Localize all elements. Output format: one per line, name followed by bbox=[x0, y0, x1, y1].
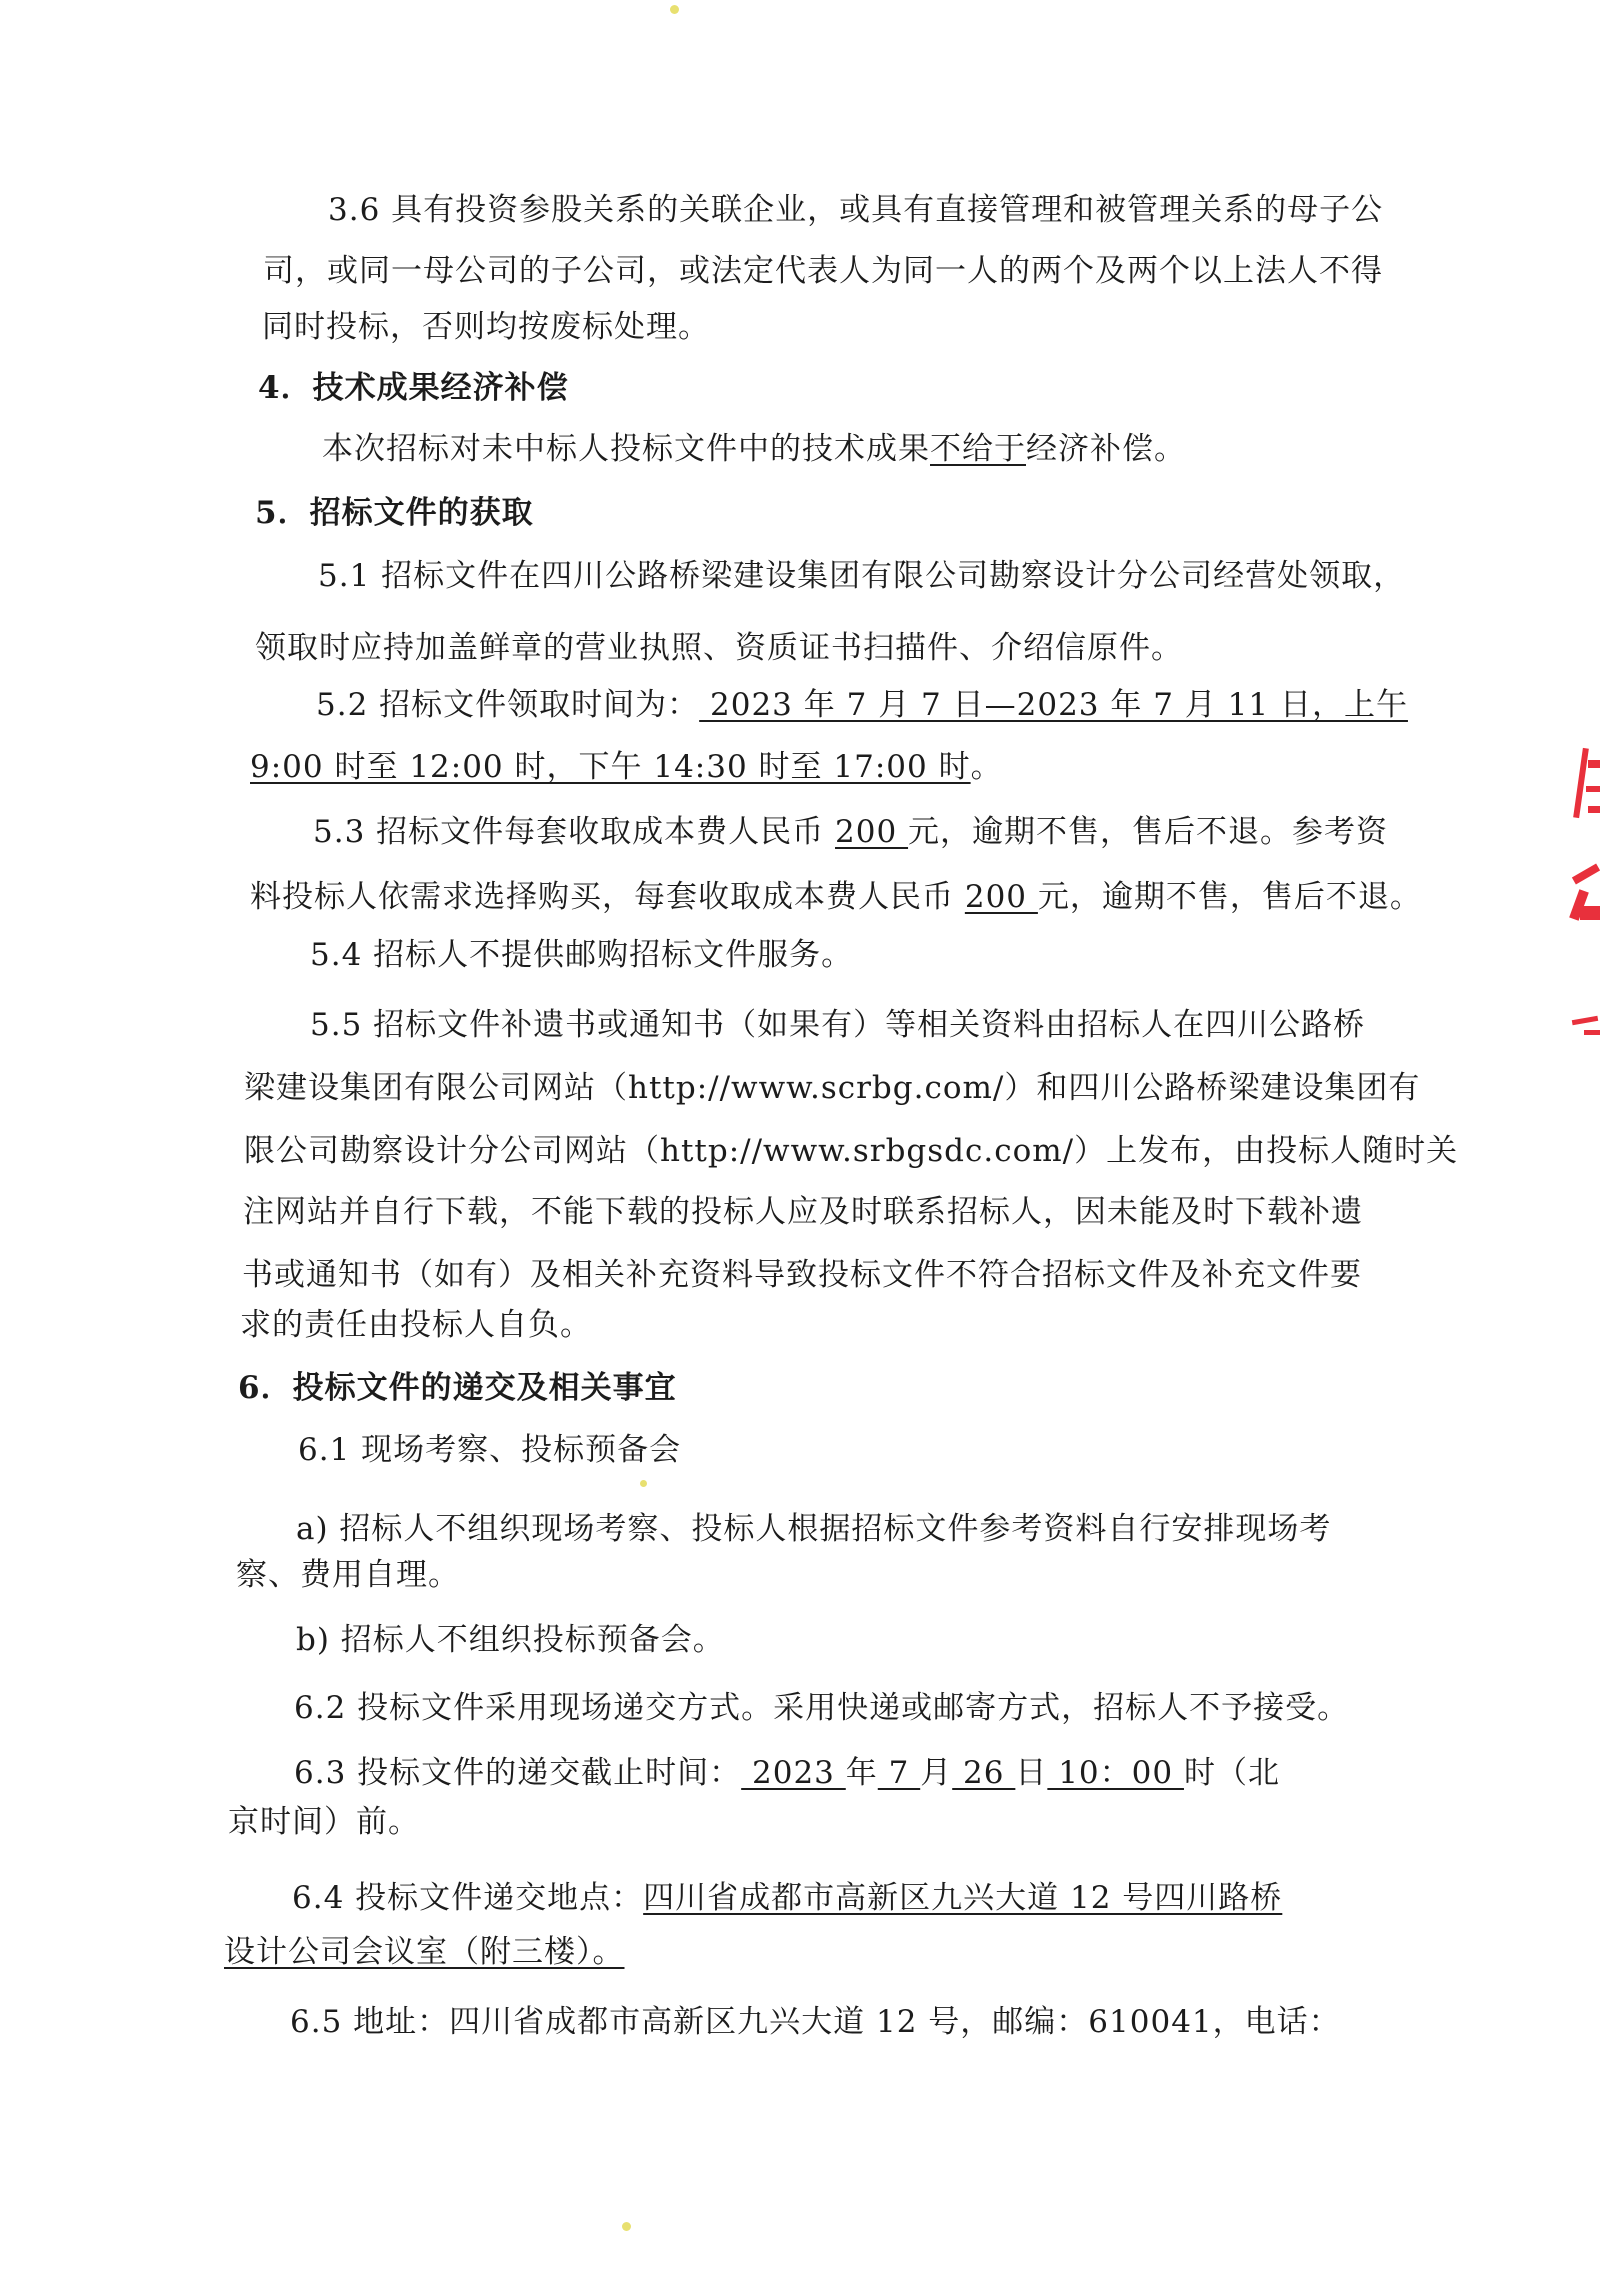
para-5-1-line-1 bbox=[318, 556, 1405, 596]
para-3-6-line-1 bbox=[328, 190, 1383, 230]
para-6-1-a-line-1 bbox=[296, 1509, 1331, 1549]
underlined-fill-in: 2023 年 7 月 7 日—2023 年 7 月 11 日，上午 bbox=[699, 687, 1408, 723]
text-run: 5.3 招标文件每套收取成本费人民币 bbox=[313, 814, 836, 850]
para-5-5-line-6 bbox=[240, 1305, 592, 1345]
para-5-5-line-3 bbox=[244, 1131, 1458, 1171]
para-6-3-line-1 bbox=[294, 1753, 1280, 1793]
text-run: 元，逾期不售，售后不退。参考资 bbox=[908, 814, 1389, 850]
text-run: 限公司勘察设计分公司网站（http://www.srbgsdc.com/）上发布，由投标人随时关 bbox=[244, 1133, 1459, 1169]
para-6-1-b-line-1 bbox=[296, 1620, 725, 1660]
text-run: 5．招标文件的获取 bbox=[255, 495, 534, 531]
heading-section-4 bbox=[258, 368, 569, 408]
text-run: 司，或同一母公司的子公司，或法定代表人为同一人的两个及两个以上法人不得 bbox=[263, 253, 1383, 289]
text-run: 5.2 招标文件领取时间为： bbox=[316, 687, 700, 723]
text-run: 元，逾期不售，售后不退。 bbox=[1037, 879, 1422, 915]
text-run: 京时间）前。 bbox=[228, 1804, 420, 1840]
text-run: 本次招标对未中标人投标文件中的技术成果 bbox=[322, 431, 930, 467]
text-run: 注网站并自行下载，不能下载的投标人应及时联系招标人，因未能及时下载补遗 bbox=[243, 1194, 1363, 1230]
text-run: 书或通知书（如有）及相关补充资料导致投标文件不符合招标文件及补充文件要 bbox=[242, 1257, 1362, 1293]
para-5-1-line-2 bbox=[255, 628, 1183, 668]
text-run: 月 bbox=[920, 1755, 953, 1791]
para-5-2-line-1 bbox=[316, 685, 1408, 725]
para-3-6-line-2 bbox=[263, 251, 1383, 291]
para-5-5-line-1 bbox=[310, 1005, 1365, 1045]
text-run: a) 招标人不组织现场考察、投标人根据招标文件参考资料自行安排现场考 bbox=[296, 1511, 1332, 1547]
scan-speck-top bbox=[670, 5, 679, 14]
text-run: 6.1 现场考察、投标预备会 bbox=[298, 1432, 682, 1468]
underlined-fill-in: 7 bbox=[877, 1755, 921, 1791]
para-3-6-line-3 bbox=[262, 307, 710, 347]
text-run: 6.5 地址：四川省成都市高新区九兴大道 12 号，邮编：610041，电话： bbox=[290, 2004, 1341, 2040]
underlined-fill-in: 26 bbox=[952, 1755, 1016, 1791]
text-run: 5.4 招标人不提供邮购招标文件服务。 bbox=[310, 937, 854, 973]
text-run: 6.4 投标文件递交地点： bbox=[292, 1880, 644, 1916]
underlined-fill-in: 不给于 bbox=[930, 431, 1026, 467]
para-5-2-line-2 bbox=[250, 747, 1003, 787]
underlined-fill-in: 设计公司会议室（附三楼）。 bbox=[224, 1934, 625, 1970]
para-5-4-line-1 bbox=[310, 935, 853, 975]
text-run: 同时投标，否则均按废标处理。 bbox=[262, 309, 710, 345]
para-6-2-line-1 bbox=[294, 1688, 1349, 1728]
text-run: 察、费用自理。 bbox=[236, 1557, 460, 1593]
text-run: 年 bbox=[845, 1755, 878, 1791]
text-run: 时（北 bbox=[1183, 1755, 1280, 1791]
para-6-4-line-1 bbox=[292, 1878, 1282, 1918]
para-4-line-1 bbox=[322, 429, 1186, 469]
underlined-fill-in: 200 bbox=[835, 814, 909, 850]
text-run: 。 bbox=[970, 749, 1003, 785]
text-run: 经济补偿。 bbox=[1026, 431, 1186, 467]
underlined-fill-in: 200 bbox=[964, 879, 1038, 915]
text-run: 日 bbox=[1015, 1755, 1048, 1791]
para-6-4-line-2 bbox=[224, 1932, 625, 1972]
text-run: 5.5 招标文件补遗书或通知书（如果有）等相关资料由招标人在四川公路桥 bbox=[310, 1007, 1366, 1043]
para-5-3-line-1 bbox=[313, 812, 1388, 852]
para-5-3-line-2 bbox=[250, 877, 1422, 917]
text-run: 6．投标文件的递交及相关事宜 bbox=[238, 1370, 677, 1406]
scan-speck-middle bbox=[640, 1480, 647, 1487]
text-run: 梁建设集团有限公司网站（http://www.scrbg.com/）和四川公路桥梁建设集团有 bbox=[244, 1070, 1421, 1106]
underlined-fill-in: 四川省成都市高新区九兴大道 12 号四川路桥 bbox=[643, 1880, 1283, 1916]
para-6-3-line-2 bbox=[228, 1802, 420, 1842]
underlined-fill-in: 2023 bbox=[741, 1755, 846, 1791]
para-5-5-line-4 bbox=[243, 1192, 1363, 1232]
text-run: 料投标人依需求选择购买，每套收取成本费人民币 bbox=[250, 879, 965, 915]
scan-speck-bottom bbox=[622, 2222, 631, 2231]
para-5-5-line-5 bbox=[242, 1255, 1362, 1295]
text-run: 3.6 具有投资参股关系的关联企业，或具有直接管理和被管理关系的母子公 bbox=[328, 192, 1384, 228]
text-run: 领取时应持加盖鲜章的营业执照、资质证书扫描件、介绍信原件。 bbox=[255, 630, 1183, 666]
heading-section-6 bbox=[238, 1368, 677, 1408]
para-6-5-line-1 bbox=[290, 2002, 1341, 2042]
underlined-fill-in: 9:00 时至 12:00 时，下午 14:30 时至 17:00 时 bbox=[250, 749, 971, 785]
para-6-1-a-line-2 bbox=[236, 1555, 460, 1595]
para-5-5-line-2 bbox=[244, 1068, 1420, 1108]
text-run: 6.3 投标文件的递交截止时间： bbox=[294, 1755, 742, 1791]
text-run: 6.2 投标文件采用现场递交方式。采用快递或邮寄方式，招标人不予接受。 bbox=[294, 1690, 1350, 1726]
text-run: b) 招标人不组织投标预备会。 bbox=[296, 1622, 725, 1658]
text-run: 求的责任由投标人自负。 bbox=[240, 1307, 592, 1343]
heading-section-5 bbox=[255, 493, 534, 533]
text-run: 5.1 招标文件在四川公路桥梁建设集团有限公司勘察设计分公司经营处领取， bbox=[318, 558, 1406, 594]
para-6-1-line-1 bbox=[298, 1430, 681, 1470]
text-run: 4．技术成果经济补偿 bbox=[258, 370, 569, 406]
underlined-fill-in: 10：00 bbox=[1047, 1755, 1184, 1791]
